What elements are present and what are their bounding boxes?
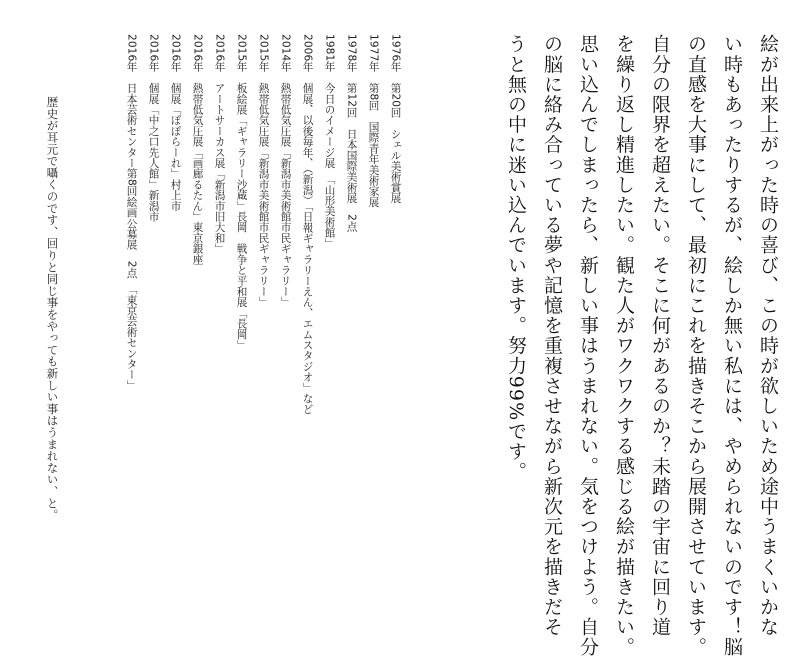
essay-line-2: い時もあったりするが、絵しか無い私には、やめられないのです！脳 bbox=[721, 34, 743, 657]
career-entry-11: 2016年 個展「ぽぽらーれ」村上市 bbox=[169, 34, 182, 212]
career-entry-1: 1976年 第20回 シェル美術賞展 bbox=[389, 34, 402, 204]
career-entry-6: 2014年 熱帯低気圧展「新潟市美術館市民ギャラリー」 bbox=[279, 34, 292, 308]
career-entry-9: 2016年 アートサーカス展「新潟市旧大和」 bbox=[213, 34, 226, 254]
essay-line-7: の脳に絡み合っている夢や記憶を重複させながら新次元を描きだそ bbox=[541, 34, 563, 637]
career-entry-12: 2016年 個展「中之口先人館」新潟市 bbox=[147, 34, 160, 222]
closing-quote: 歴史が耳元で囁くのです、回りと同じ事をやっても新しい事はうまれない、と。 bbox=[45, 96, 60, 521]
career-entry-10: 2016年 熱帯低気圧展「画廊るたん」東京銀座 bbox=[191, 34, 204, 265]
career-entry-5: 2006年 個展、以後毎年、（新潟）「日報ギャラリーえん、エムスタジオ」など bbox=[301, 34, 314, 415]
essay-line-1: 絵が出来上がった時の喜び、この時が欲しいため途中うまくいかな bbox=[757, 34, 779, 637]
essay-line-8: うと無の中に迷い込んでいます。努力99%です。 bbox=[505, 34, 527, 482]
career-entry-4: 1981年 今日のイメージ展 「山形美術館」 bbox=[323, 34, 336, 249]
career-entry-13: 2016年 日本芸術センター第8回絵画公募展 2点 「東京芸術センター」 bbox=[125, 34, 138, 391]
career-entry-7: 2015年 熱帯低気圧展「新潟市美術館市民ギャラリー」 bbox=[257, 34, 270, 308]
essay-line-5: を繰り返し精進したい。観た人がワクワクする感じる絵が描きたい。 bbox=[613, 34, 635, 657]
career-entry-3: 1978年 第12回 日本国際美術展 2点 bbox=[345, 34, 358, 232]
career-entry-2: 1977年 第8回 国際青年美術家展 bbox=[367, 34, 380, 208]
career-entry-8: 2015年 板絵展「ギャラリー沙蔵」長岡 戦争と平和展「長岡」 bbox=[235, 34, 248, 351]
essay-line-4: 自分の限界を超えたい。そこに何があるのか？未踏の宇宙に回り道 bbox=[649, 34, 671, 637]
essay-line-3: の直感を大事にして、最初にこれを描きそこから展開させています。 bbox=[685, 34, 707, 657]
essay-line-6: 思い込んでしまったら、新しい事はうまれない。気をつけよう。自分 bbox=[577, 34, 599, 657]
